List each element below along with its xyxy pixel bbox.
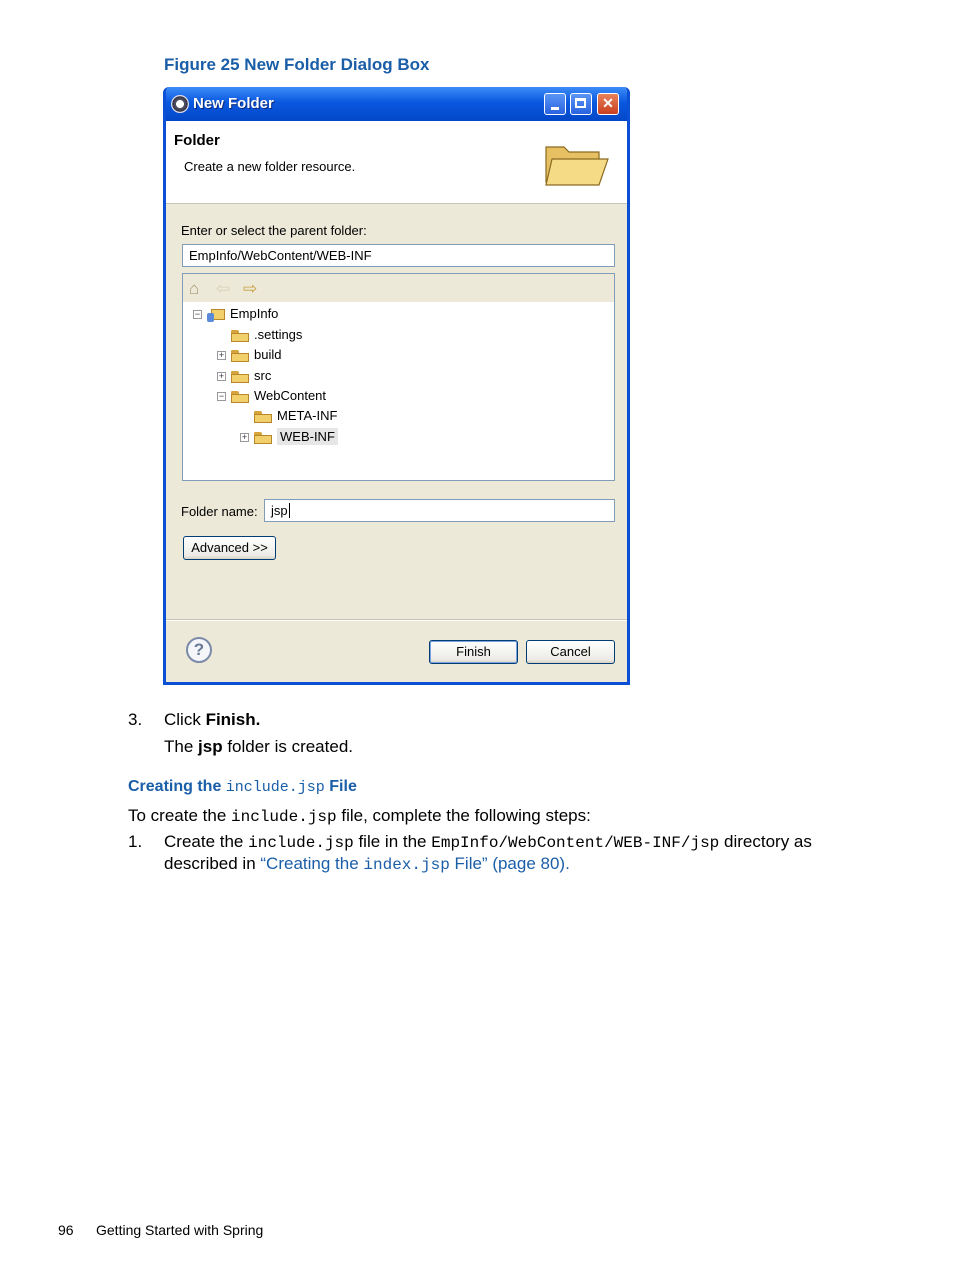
- finish-emphasis: Finish.: [205, 710, 261, 729]
- tree-item-web-inf[interactable]: [240, 427, 338, 446]
- expand-icon[interactable]: +: [241, 432, 248, 443]
- cancel-button[interactable]: Cancel: [526, 640, 615, 664]
- tree-item-label: .settings: [254, 327, 303, 342]
- step-1-number: 1.: [128, 832, 143, 851]
- step-3-number: 3.: [128, 710, 143, 729]
- close-icon: ✕: [602, 95, 614, 111]
- header-description: Create a new folder resource.: [184, 159, 356, 174]
- eclipse-icon: [171, 95, 189, 113]
- section-heading: Creating the include.jsp File: [128, 778, 357, 796]
- minimize-button[interactable]: [544, 93, 566, 115]
- jsp-emphasis: jsp: [198, 737, 223, 756]
- source-folder-icon: [231, 371, 249, 383]
- parent-folder-input[interactable]: EmpInfo/WebContent/WEB-INF: [182, 244, 615, 267]
- folder-icon: [231, 330, 249, 342]
- maximize-icon: [575, 98, 586, 108]
- folder-name-input[interactable]: [264, 499, 615, 522]
- step-1-line-2: described in “Creating the index.jsp File” (page 80).: [164, 854, 570, 874]
- expand-icon[interactable]: +: [218, 350, 225, 361]
- tree-item-label: WEB-INF: [277, 428, 338, 445]
- tree-item-empinfo[interactable]: [193, 304, 278, 323]
- minimize-icon: [551, 107, 559, 110]
- tree-toolbar: [183, 274, 614, 302]
- dialog-title: New Folder: [193, 95, 274, 112]
- finish-button[interactable]: Finish: [429, 640, 518, 664]
- header-title: Folder: [174, 132, 220, 149]
- advanced-button[interactable]: Advanced >>: [183, 536, 276, 560]
- collapse-icon[interactable]: −: [218, 391, 225, 402]
- folder-tree[interactable]: [182, 273, 615, 481]
- step-1-line-1: Create the include.jsp file in the EmpInfo/WebContent/WEB-INF/jsp directory as: [164, 832, 812, 852]
- step-3-text: Click Finish.: [164, 710, 261, 729]
- parent-folder-label: Enter or select the parent folder:: [181, 223, 367, 238]
- wizard-header: [166, 121, 627, 204]
- figure-caption: Figure 25 New Folder Dialog Box: [164, 55, 430, 74]
- tree-item-build[interactable]: [217, 345, 281, 364]
- tree-item-label: META-INF: [277, 408, 338, 423]
- footer-title: Getting Started with Spring: [96, 1222, 264, 1238]
- folder-icon: [254, 432, 272, 444]
- project-icon: [207, 307, 225, 323]
- tree-item-label: WebContent: [254, 388, 327, 403]
- section-intro: To create the include.jsp file, complete the following steps:: [128, 806, 591, 826]
- tree-item-meta-inf[interactable]: [240, 406, 337, 425]
- tree-item-label: EmpInfo: [230, 306, 279, 321]
- help-icon[interactable]: ?: [186, 637, 212, 663]
- maximize-button[interactable]: [570, 93, 592, 115]
- expand-icon[interactable]: +: [218, 371, 225, 382]
- folder-icon: [254, 411, 272, 423]
- folder-name-label: Folder name:: [181, 504, 258, 519]
- folder-name-value: jsp: [271, 503, 288, 518]
- cross-reference-link[interactable]: “Creating the index.jsp File” (page 80): [260, 854, 566, 874]
- tree-item-label: build: [254, 347, 282, 362]
- page-number: 96: [58, 1222, 74, 1238]
- folder-icon: [231, 350, 249, 362]
- forward-icon[interactable]: ⇨: [243, 279, 258, 298]
- back-icon[interactable]: ⇦: [216, 279, 231, 298]
- tree-item-label: src: [254, 368, 272, 383]
- title-bar[interactable]: [163, 87, 630, 121]
- step-3-result: The jsp folder is created.: [164, 737, 353, 756]
- home-icon[interactable]: ⌂: [189, 279, 200, 298]
- collapse-icon[interactable]: −: [194, 309, 201, 320]
- new-folder-dialog: [163, 87, 630, 685]
- tree-item-src[interactable]: [217, 366, 271, 385]
- folder-icon: [231, 391, 249, 403]
- open-folder-icon: [542, 139, 610, 189]
- tree-item-webcontent[interactable]: [217, 386, 326, 405]
- button-bar-separator: [166, 619, 627, 621]
- tree-item-settings[interactable]: [217, 325, 302, 344]
- close-button[interactable]: [597, 93, 619, 115]
